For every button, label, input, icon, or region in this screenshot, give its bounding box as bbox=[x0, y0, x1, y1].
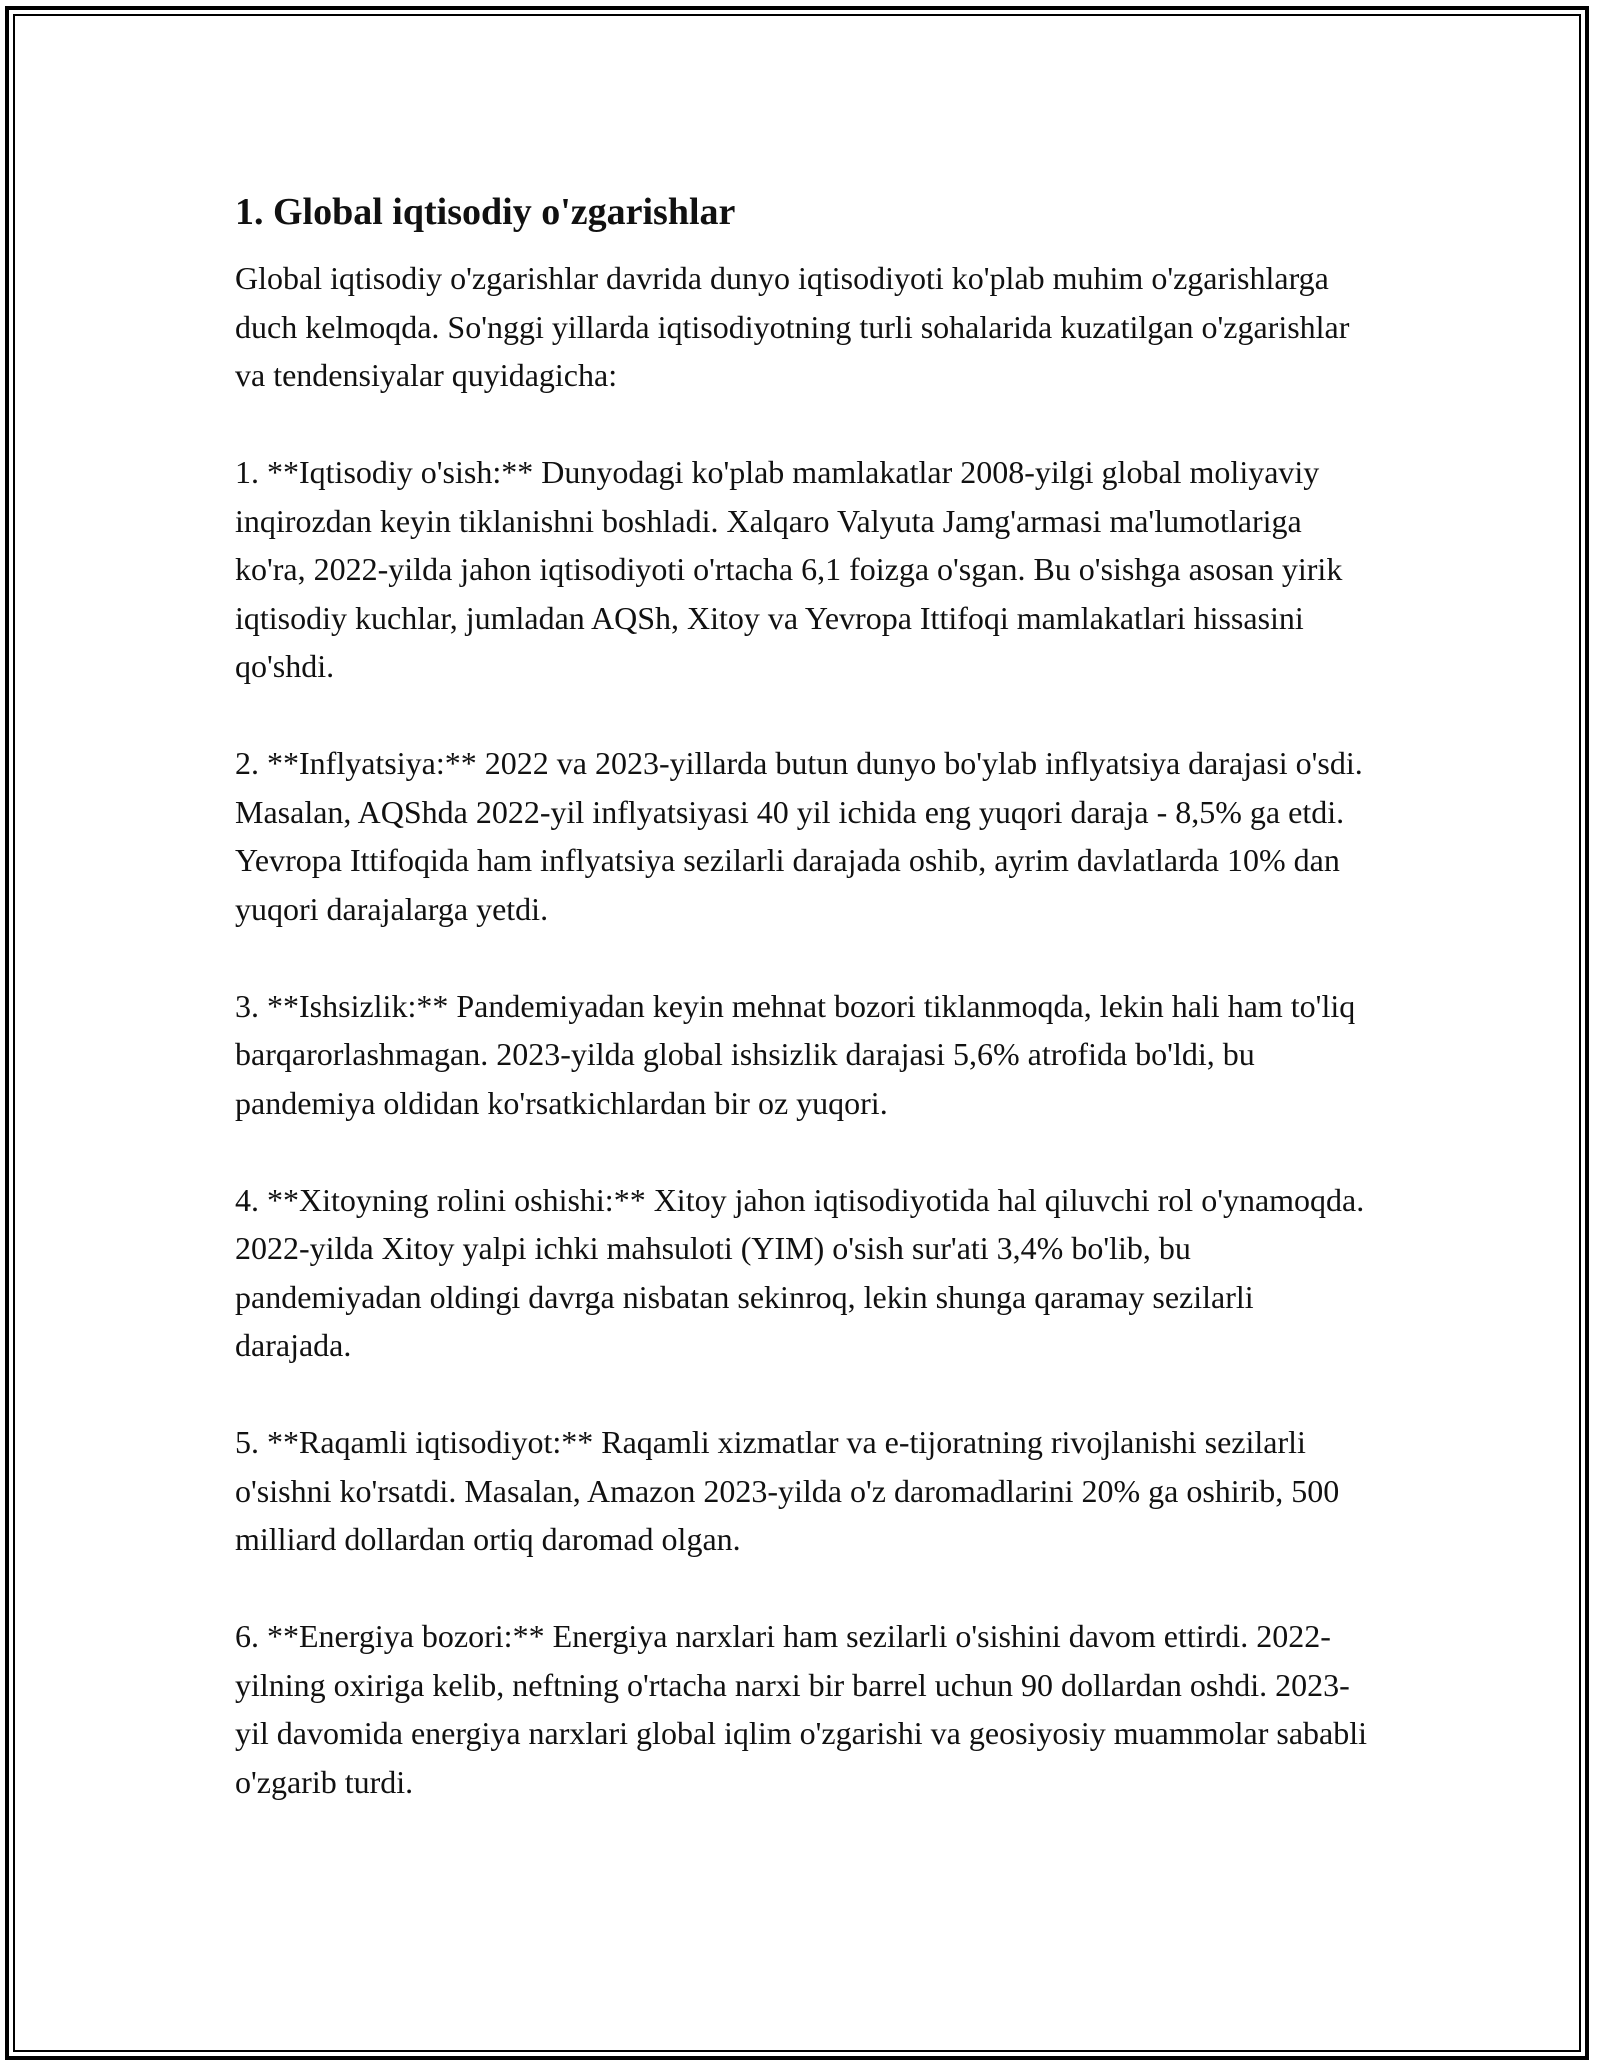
paragraph-economic-growth: 1. **Iqtisodiy o'sish:** Dunyodagi ko'plab mamlakatlar 2008-yilgi global moliyaviy inqirozdan keyin tiklanishni boshladi. Xalqaro Valyuta Jamg'armasi ma'lumotlariga ko'ra, 2022-yilda jahon iqtisodiyoti o'rtacha 6,1 foizga o'sgan. Bu o'sishga asosan yirik iqtisodiy kuchlar, jumladan AQSh, Xitoy va Yevropa Ittifoqi mamlakatlari hissasini qo'shdi. bbox=[235, 454, 1343, 684]
paragraph-china-role: 4. **Xitoyning rolini oshishi:** Xitoy jahon iqtisodiyotida hal qiluvchi rol o'ynamoqda. 2022-yilda Xitoy yalpi ichki mahsuloti (YIM) o'sish sur'ati 3,4% bo'lib, bu pandemiyadan oldingi davrga nisbatan sekinroq, lekin shunga qaramay sezilarli darajada. bbox=[235, 1181, 1365, 1363]
document-title: 1. Global iqtisodiy o'zgarishlar bbox=[235, 191, 736, 233]
paragraph-inflation: 2. **Inflyatsiya:** 2022 va 2023-yillarda butun dunyo bo'ylab inflyatsiya darajasi o'sdi. Masalan, AQShda 2022-yil inflyatsiyasi 40 yil ichida eng yuqori daraja - 8,5% ga etdi. Yevropa Ittifoqida ham inflyatsiya sezilarli darajada oshib, ayrim davlatlarda 10% dan yuqori darajalarga yetdi. bbox=[235, 745, 1363, 927]
paragraph-unemployment: 3. **Ishsizlik:** Pandemiyadan keyin mehnat bozori tiklanmoqda, lekin hali ham to'liq barqarorlashmagan. 2023-yilda global ishsizlik darajasi 5,6% atrofida bo'ldi, bu pandemiya oldidan ko'rsatkichlardan bir oz yuqori. bbox=[235, 987, 1356, 1121]
document-page bbox=[235, 186, 1375, 1855]
intro-paragraph: Global iqtisodiy o'zgarishlar davrida dunyo iqtisodiyoti ko'plab muhim o'zgarishlarga duch kelmoqda. So'nggi yillarda iqtisodiyotning turli sohalarida kuzatilgan o'zgarishlar va tendensiyalar quyidagicha: bbox=[235, 260, 1350, 393]
paragraph-energy-market: 6. **Energiya bozori:** Energiya narxlari ham sezilarli o'sishini davom ettirdi. 2022-yilning oxiriga kelib, neftning o'rtacha narxi bir barrel uchun 90 dollardan oshdi. 2023-yil davomida energiya narxlari global iqlim o'zgarishi va geosiyosiy muammolar sababli o'zgarib turdi. bbox=[235, 1618, 1368, 1800]
paragraph-digital-economy: 5. **Raqamli iqtisodiyot:** Raqamli xizmatlar va e-tijoratning rivojlanishi sezilarli o'sishni ko'rsatdi. Masalan, Amazon 2023-yilda o'z daromadlarini 20% ga oshirib, 500 milliard dollardan ortiq daromad olgan. bbox=[235, 1424, 1340, 1557]
